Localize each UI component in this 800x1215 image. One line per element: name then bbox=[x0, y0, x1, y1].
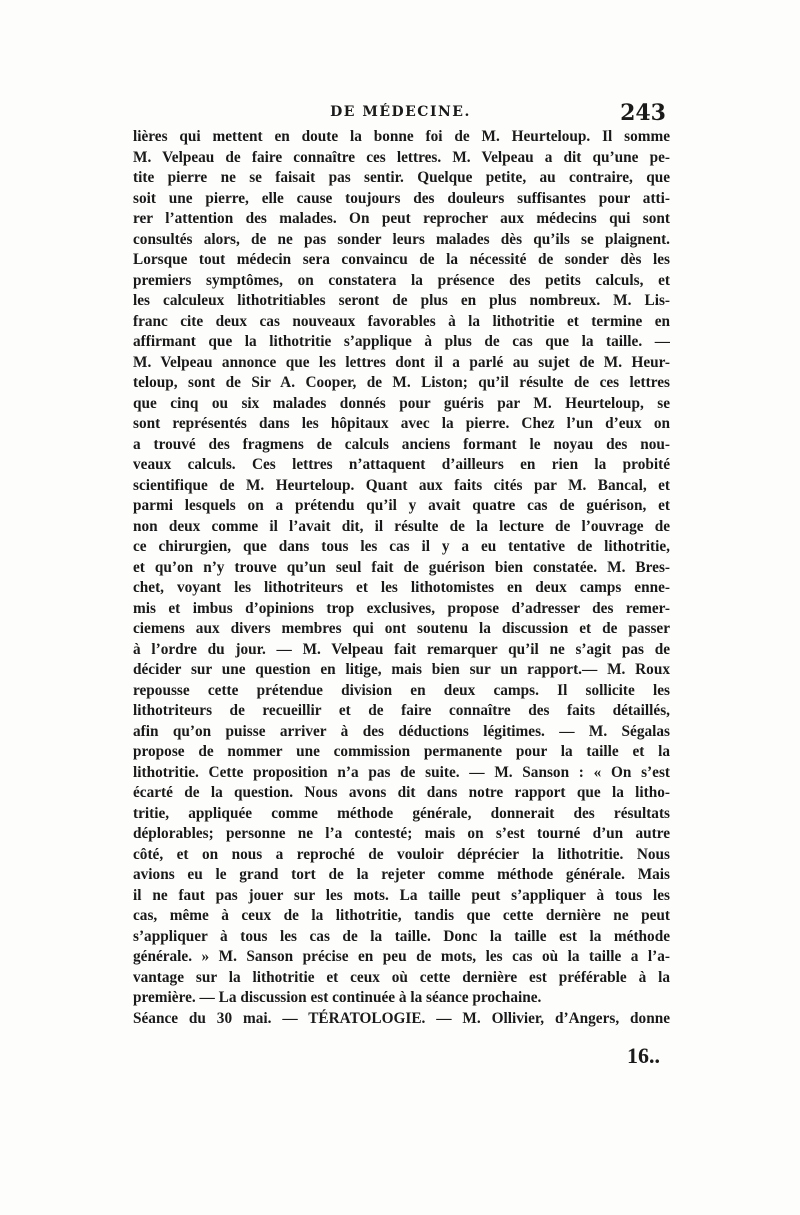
text-line: tite pierre ne se faisait pas sentir. Quelque petite, au contraire, que bbox=[133, 169, 670, 186]
text-line: lières qui mettent en doute la bonne foi de M. Heurteloup. Il somme bbox=[133, 128, 670, 145]
text-line: cas, même à ceux de la lithotritie, tandis que cette dernière ne peut bbox=[133, 907, 670, 924]
text-line: que cinq ou six malades donnés pour guéris par M. Heurteloup, se bbox=[133, 394, 670, 412]
text-line: mis et imbus d’opinions trop exclusives, propose d’adresser des remer- bbox=[133, 599, 670, 617]
running-title: DE MÉDECINE. bbox=[330, 104, 471, 120]
signature-mark: 16.. bbox=[627, 1043, 660, 1068]
text-line: à l’ordre du jour. — M. Velpeau fait remarquer qu’il ne s’agit pas de bbox=[133, 640, 670, 658]
text-line: ciemens aux divers membres qui ont soutenu la discussion et de passer bbox=[133, 620, 670, 637]
text-line: teloup, sont de Sir A. Cooper, de M. Liston; qu’il résulte de ces lettres bbox=[133, 374, 670, 391]
text-line: sont représentés dans les hôpitaux avec la pierre. Chez l’un d’eux on bbox=[133, 415, 670, 432]
text-line: générale. » M. Sanson précise en peu de mots, les cas où la taille a l’a- bbox=[133, 948, 670, 965]
text-line: veaux calculs. Ces lettres n’attaquent d’ailleurs en rien la probité bbox=[133, 456, 670, 473]
text-line: propose de nommer une commission permanente pour la taille et la bbox=[133, 743, 670, 760]
text-line: chet, voyant les lithotriteurs et les lithotomistes en deux camps enne- bbox=[133, 579, 670, 596]
text-line: M. Velpeau annonce que les lettres dont il a parlé au sujet de M. Heur- bbox=[133, 353, 670, 371]
text-line: afin qu’on puisse arriver à des déductions légitimes. — M. Ségalas bbox=[133, 722, 670, 740]
text-line: consultés alors, de ne pas sonder leurs malades dès qu’ils se plaignent. bbox=[133, 230, 670, 248]
text-line: décider sur une question en litige, mais bien sur un rapport.— M. Roux bbox=[133, 661, 670, 678]
text-line: côté, et on nous a reproché de vouloir déprécier la lithotritie. Nous bbox=[133, 845, 670, 863]
text-line: non deux comme il l’avait dit, il résulte de la lecture de l’ouvrage de bbox=[133, 517, 670, 535]
text-line: franc cite deux cas nouveaux favorables à la lithotritie et termine en bbox=[133, 312, 670, 330]
text-line: lithotriteurs de recueillir et de faire connaître des faits détaillés, bbox=[133, 702, 670, 719]
text-line: avions eu le grand tort de la rejeter comme méthode générale. Mais bbox=[133, 866, 670, 883]
text-line: s’appliquer à tous les cas de la taille. Donc la taille est la méthode bbox=[133, 927, 670, 945]
text-line: a trouvé des fragmens de calculs anciens formant le noyau des nou- bbox=[133, 435, 670, 453]
text-line: parmi lesquels on a prétendu qu’il y avait quatre cas de guérison, et bbox=[133, 497, 670, 514]
text-line: lithotritie. Cette proposition n’a pas de suite. — M. Sanson : « On s’est bbox=[133, 763, 670, 781]
body-text bbox=[133, 127, 670, 1029]
session-heading-line: Séance du 30 mai. — TÉRATOLOGIE. — M. Ollivier, d’Angers, donne bbox=[133, 1009, 670, 1027]
text-line: affirmant que la lithotritie s’applique à plus de cas que la taille. — bbox=[133, 333, 670, 350]
text-line: scientifique de M. Heurteloup. Quant aux faits cités par M. Bancal, et bbox=[133, 476, 670, 494]
text-line: vantage sur la lithotritie et ceux où cette dernière est préférable à la bbox=[133, 968, 670, 986]
text-line: premiers symptômes, on constatera la présence des petits calculs, et bbox=[133, 271, 670, 289]
text-line: soit une pierre, elle cause toujours des douleurs suffisantes pour atti- bbox=[133, 189, 670, 207]
text-line: déplorables; personne ne l’a contesté; mais on s’est tourné d’un autre bbox=[133, 825, 670, 842]
page-number: 243 bbox=[620, 100, 666, 126]
text-line: ce chirurgien, que dans tous les cas il y a eu tentative de lithotritie, bbox=[133, 538, 670, 555]
text-line: il ne faut pas jouer sur les mots. La taille peut s’appliquer à tous les bbox=[133, 886, 670, 904]
text-line: rer l’attention des malades. On peut reprocher aux médecins qui sont bbox=[133, 210, 670, 227]
text-line: première. — La discussion est continuée à la séance prochaine. bbox=[133, 989, 542, 1006]
text-line: M. Velpeau de faire connaître ces lettres. M. Velpeau a dit qu’une pe- bbox=[133, 148, 670, 166]
text-line: écarté de la question. Nous avons dit dans notre rapport que la litho- bbox=[133, 784, 670, 801]
running-head bbox=[133, 100, 668, 124]
text-line: tritie, appliquée comme méthode générale, donnerait des résultats bbox=[133, 804, 670, 822]
text-line: et qu’on n’y trouve qu’un seul fait de guérison bien constatée. M. Bres- bbox=[133, 558, 670, 576]
text-line: les calculeux lithotritiables seront de plus en plus nombreux. M. Lis- bbox=[133, 292, 670, 309]
text-line: repousse cette prétendue division en deux camps. Il sollicite les bbox=[133, 681, 670, 699]
text-line: Lorsque tout médecin sera convaincu de la nécessité de sonder dès les bbox=[133, 251, 670, 268]
